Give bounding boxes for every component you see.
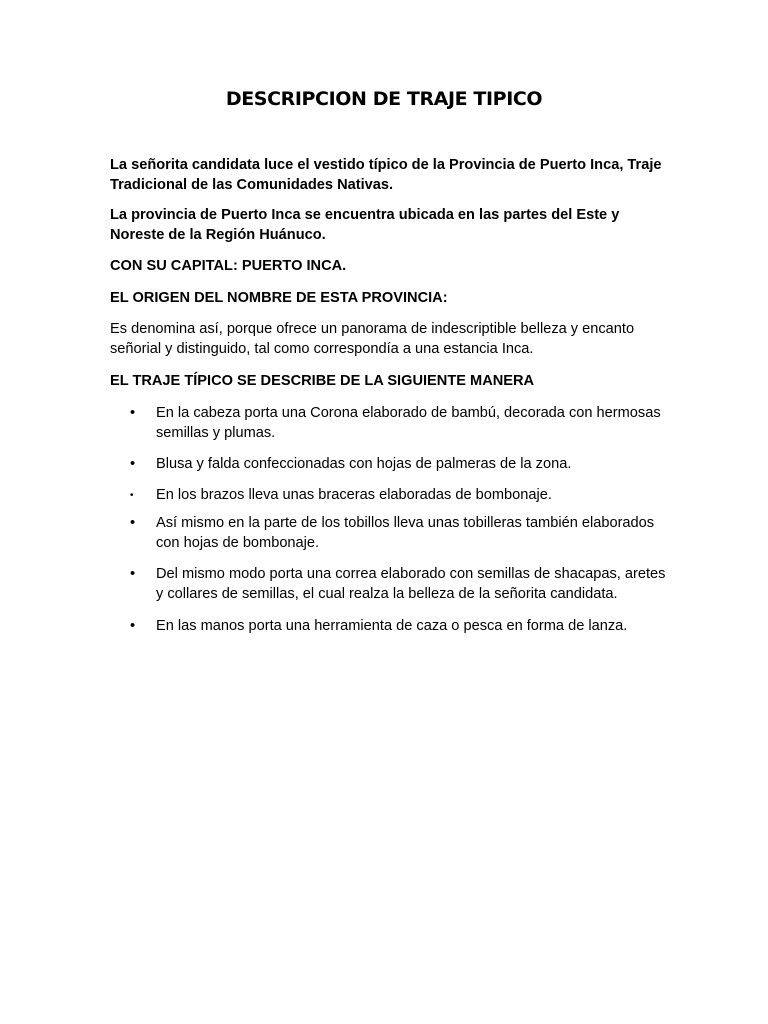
list-item: [110, 485, 670, 505]
list-item: [110, 616, 670, 636]
origin-heading: EL ORIGEN DEL NOMBRE DE ESTA PROVINCIA:: [110, 290, 448, 306]
bullet-icon: •: [130, 515, 136, 531]
document-body: [110, 155, 670, 636]
list-item: [110, 564, 670, 604]
bullet-icon: •: [130, 618, 136, 634]
list-item: [110, 403, 670, 443]
costume-heading: EL TRAJE TÍPICO SE DESCRIBE DE LA SIGUIENTE MANERA: [110, 373, 535, 389]
list-item-text: Así mismo en la parte de los tobillos lleva unas tobilleras también elaborados con hojas de bombonaje.: [156, 515, 655, 551]
intro-paragraph: La señorita candidata luce el vestido típico de la Provincia de Puerto Inca, Traje Tradicional de las Comunidades Nativas.: [110, 157, 662, 193]
bullet-icon: •: [130, 405, 136, 421]
list-item-text: En los brazos lleva unas braceras elaboradas de bombonaje.: [156, 487, 552, 503]
list-item-text: Blusa y falda confeccionadas con hojas de palmeras de la zona.: [156, 456, 572, 472]
list-item-text: Del mismo modo porta una correa elaborado con semillas de shacapas, aretes y collares de semillas, el cual realza la belleza de la señorita candidata.: [156, 566, 666, 602]
document-title: DESCRIPCION DE TRAJE TIPICO: [225, 88, 543, 110]
bullet-icon: •: [130, 566, 136, 582]
costume-bullet-list: [110, 403, 670, 636]
list-item: [110, 513, 670, 553]
bullet-icon: •: [130, 490, 134, 501]
list-item: [110, 454, 670, 474]
origin-paragraph: Es denomina así, porque ofrece un panorama de indescriptible belleza y encanto señorial y distinguido, tal como correspondía a una estancia Inca.: [110, 321, 635, 357]
capital-heading: CON SU CAPITAL: PUERTO INCA.: [110, 258, 347, 274]
list-item-text: En la cabeza porta una Corona elaborado de bambú, decorada con hermosas semillas y plumas.: [156, 405, 661, 441]
list-item-text: En las manos porta una herramienta de caza o pesca en forma de lanza.: [156, 618, 628, 634]
location-paragraph: La provincia de Puerto Inca se encuentra ubicada en las partes del Este y Noreste de la Región Huánuco.: [110, 207, 620, 243]
bullet-icon: •: [130, 456, 136, 472]
